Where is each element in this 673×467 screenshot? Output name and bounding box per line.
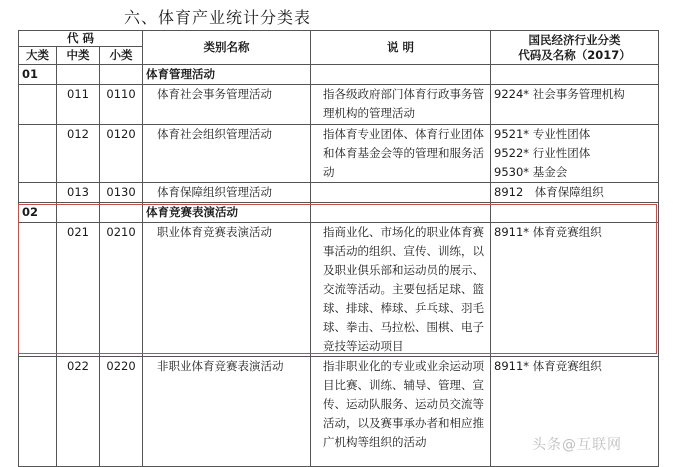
industry-code-cell	[491, 223, 659, 357]
table-row	[19, 125, 659, 183]
major-header: 大类	[19, 47, 57, 65]
category-name-cell: 职业体育竞赛表演活动	[143, 223, 311, 357]
major-code-cell: 02	[19, 203, 57, 223]
industry-code-line: 8911* 体育竞赛组织	[494, 359, 602, 373]
category-name-cell: 体育保障组织管理活动	[143, 183, 311, 203]
industry-code-cell	[491, 85, 659, 125]
industry-header-line1: 国民经济行业分类	[528, 32, 621, 47]
table-row	[19, 183, 659, 203]
major-code-cell	[19, 85, 57, 125]
mid-code-cell: 021	[57, 223, 100, 357]
industry-code-cell	[491, 65, 659, 85]
industry-code-line: 8912 体育保障组织	[494, 185, 604, 199]
header-row-top	[19, 31, 659, 47]
mid-code-cell	[57, 65, 100, 85]
industry-code-cell	[491, 183, 659, 203]
classification-table	[18, 30, 659, 467]
category-name-cell: 非职业体育竞赛表演活动	[143, 357, 311, 467]
minor-code-cell: 0220	[100, 357, 143, 467]
minor-code-cell	[100, 203, 143, 223]
table-row	[19, 85, 659, 125]
major-code-cell	[19, 183, 57, 203]
industry-code-line: 9530* 基金会	[494, 165, 568, 179]
mid-code-cell: 013	[57, 183, 100, 203]
page-title: 六、体育产业统计分类表	[124, 8, 312, 27]
category-name-cell: 体育竞赛表演活动	[143, 203, 311, 223]
watermark: 头条@互联网	[532, 437, 622, 453]
mid-header: 中类	[57, 47, 100, 65]
industry-code-line: 9224* 社会事务管理机构	[494, 87, 625, 101]
industry-code-header	[491, 31, 659, 65]
category-name-cell: 体育社会组织管理活动	[143, 125, 311, 183]
table-row	[19, 65, 659, 85]
industry-header-line2: 代码及名称（2017）	[518, 47, 631, 62]
mid-code-cell: 022	[57, 357, 100, 467]
minor-code-cell: 0110	[100, 85, 143, 125]
mid-code-cell: 012	[57, 125, 100, 183]
industry-code-line: 9521* 专业性团体	[494, 127, 591, 141]
major-code-cell	[19, 125, 57, 183]
description-cell	[311, 183, 491, 203]
major-code-cell	[19, 357, 57, 467]
description-cell	[311, 203, 491, 223]
minor-code-cell: 0130	[100, 183, 143, 203]
industry-code-line: 8911* 体育竞赛组织	[494, 225, 602, 239]
description-header: 说 明	[311, 31, 491, 65]
industry-code-cell	[491, 203, 659, 223]
mid-code-cell	[57, 203, 100, 223]
minor-code-cell: 0120	[100, 125, 143, 183]
industry-code-cell	[491, 125, 659, 183]
description-cell: 指体育专业团体、体育行业团体和体育基金会等的管理和服务活动	[311, 125, 491, 183]
category-name-cell: 体育管理活动	[143, 65, 311, 85]
description-cell	[311, 65, 491, 85]
description-cell: 指非职业化的专业或业余运动项目比赛、训练、辅导、管理、宣传、运动队服务、运动员交流等活动，以及赛事承办者和相应推广机构等组织的活动	[311, 357, 491, 467]
major-code-cell: 01	[19, 65, 57, 85]
category-name-header: 类别名称	[143, 31, 311, 65]
table-row	[19, 223, 659, 357]
minor-code-cell	[100, 65, 143, 85]
code-header: 代 码	[19, 31, 143, 47]
mid-code-cell: 011	[57, 85, 100, 125]
major-code-cell	[19, 223, 57, 357]
description-cell: 指商业化、市场化的职业体育赛事活动的组织、宣传、训练，以及职业俱乐部和运动员的展示、交流等活动。主要包括足球、篮球、排球、棒球、乒乓球、羽毛球、拳击、马拉松、围棋、电子竞技等运动项目	[311, 223, 491, 357]
description-cell: 指各级政府部门体育行政事务管理机构的管理活动	[311, 85, 491, 125]
minor-header: 小类	[100, 47, 143, 65]
table-row	[19, 203, 659, 223]
category-name-cell: 体育社会事务管理活动	[143, 85, 311, 125]
industry-code-line: 9522* 行业性团体	[494, 146, 591, 160]
minor-code-cell: 0210	[100, 223, 143, 357]
